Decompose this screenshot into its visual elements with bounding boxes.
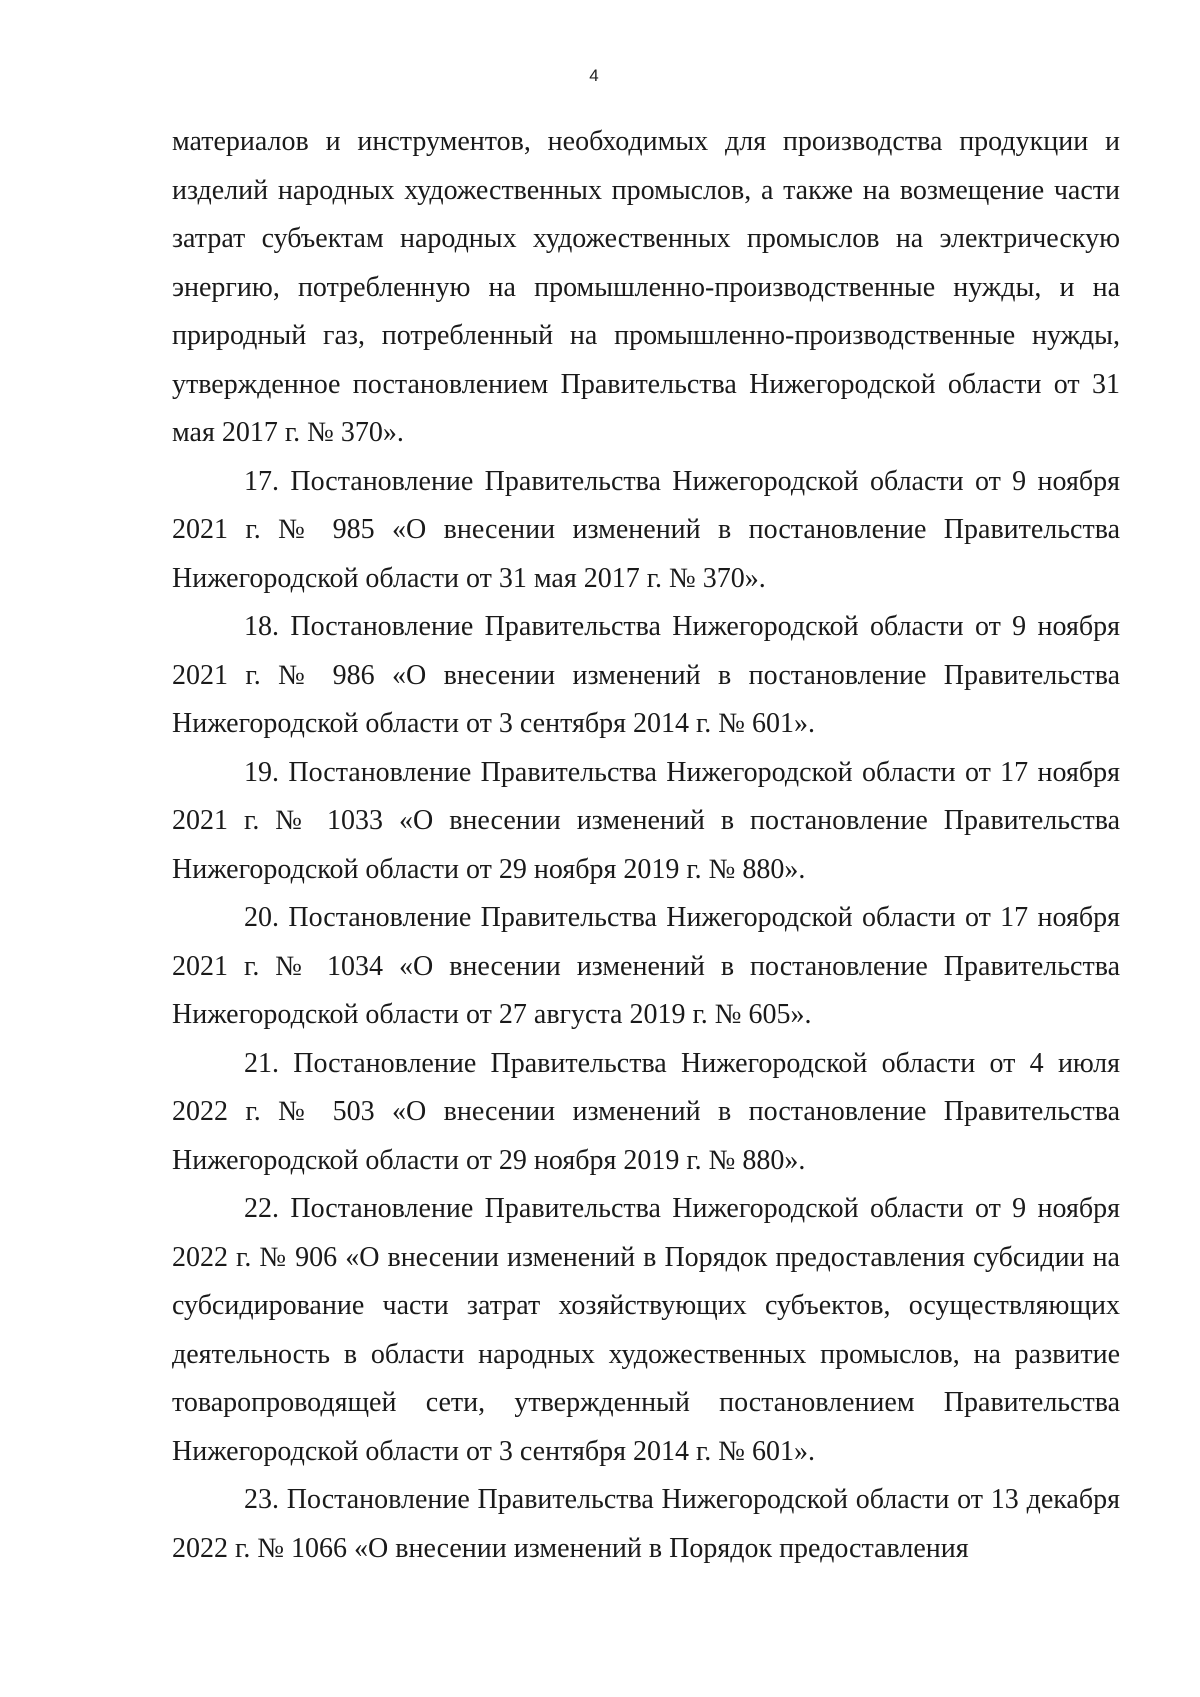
list-item-18: 18. Постановление Правительства Нижегородской области от 9 ноября 2021 г. № 986 «О внесении изменений в постановление Правительства Нижегородской области от 3 сентября 2014 г. № 601». <box>172 611 1120 739</box>
list-item-17: 17. Постановление Правительства Нижегородской области от 9 ноября 2021 г. № 985 «О внесении изменений в постановление Правительства Нижегородской области от 31 мая 2017 г. № 370». <box>172 465 1120 594</box>
list-item-22: 22. Постановление Правительства Нижегородской области от 9 ноября 2022 г. № 906 «О внесении изменений в Порядок предоставления субсидии на субсидирование части затрат хозяйствующих субъектов, осуществляющих деятельность в области народных художественных промыслов, на развитие товаропроводящей сети, утвержденный постановлением Правительства Нижегородской области от 3 сентября 2014 г. № 601». <box>172 1193 1120 1467</box>
list-item-23: 23. Постановление Правительства Нижегородской области от 13 декабря 2022 г. № 1066 «О внесении изменений в Порядок предоставления <box>172 1484 1120 1564</box>
document-body <box>172 118 1120 1573</box>
list-item-21: 21. Постановление Правительства Нижегородской области от 4 июля 2022 г. № 503 «О внесении изменений в постановление Правительства Нижегородской области от 29 ноября 2019 г. № 880». <box>172 1047 1120 1176</box>
page-number: 4 <box>589 66 599 85</box>
list-item-20: 20. Постановление Правительства Нижегородской области от 17 ноября 2021 г. № 1034 «О внесении изменений в постановление Правительства Нижегородской области от 27 августа 2019 г. № 605». <box>172 902 1120 1030</box>
list-item-19: 19. Постановление Правительства Нижегородской области от 17 ноября 2021 г. № 1033 «О внесении изменений в постановление Правительства Нижегородской области от 29 ноября 2019 г. № 880». <box>172 756 1120 885</box>
paragraph-continuation: материалов и инструментов, необходимых для производства продукции и изделий народных художественных промыслов, а также на возмещение части затрат субъектам народных художественных промыслов на электрическую энергию, потребленную на промышленно-производственные нужды, и на природный газ, потребленный на промышленно-производственные нужды, утвержденное постановлением Правительства Нижегородской области от 31 мая 2017 г. № 370». <box>172 126 1120 448</box>
